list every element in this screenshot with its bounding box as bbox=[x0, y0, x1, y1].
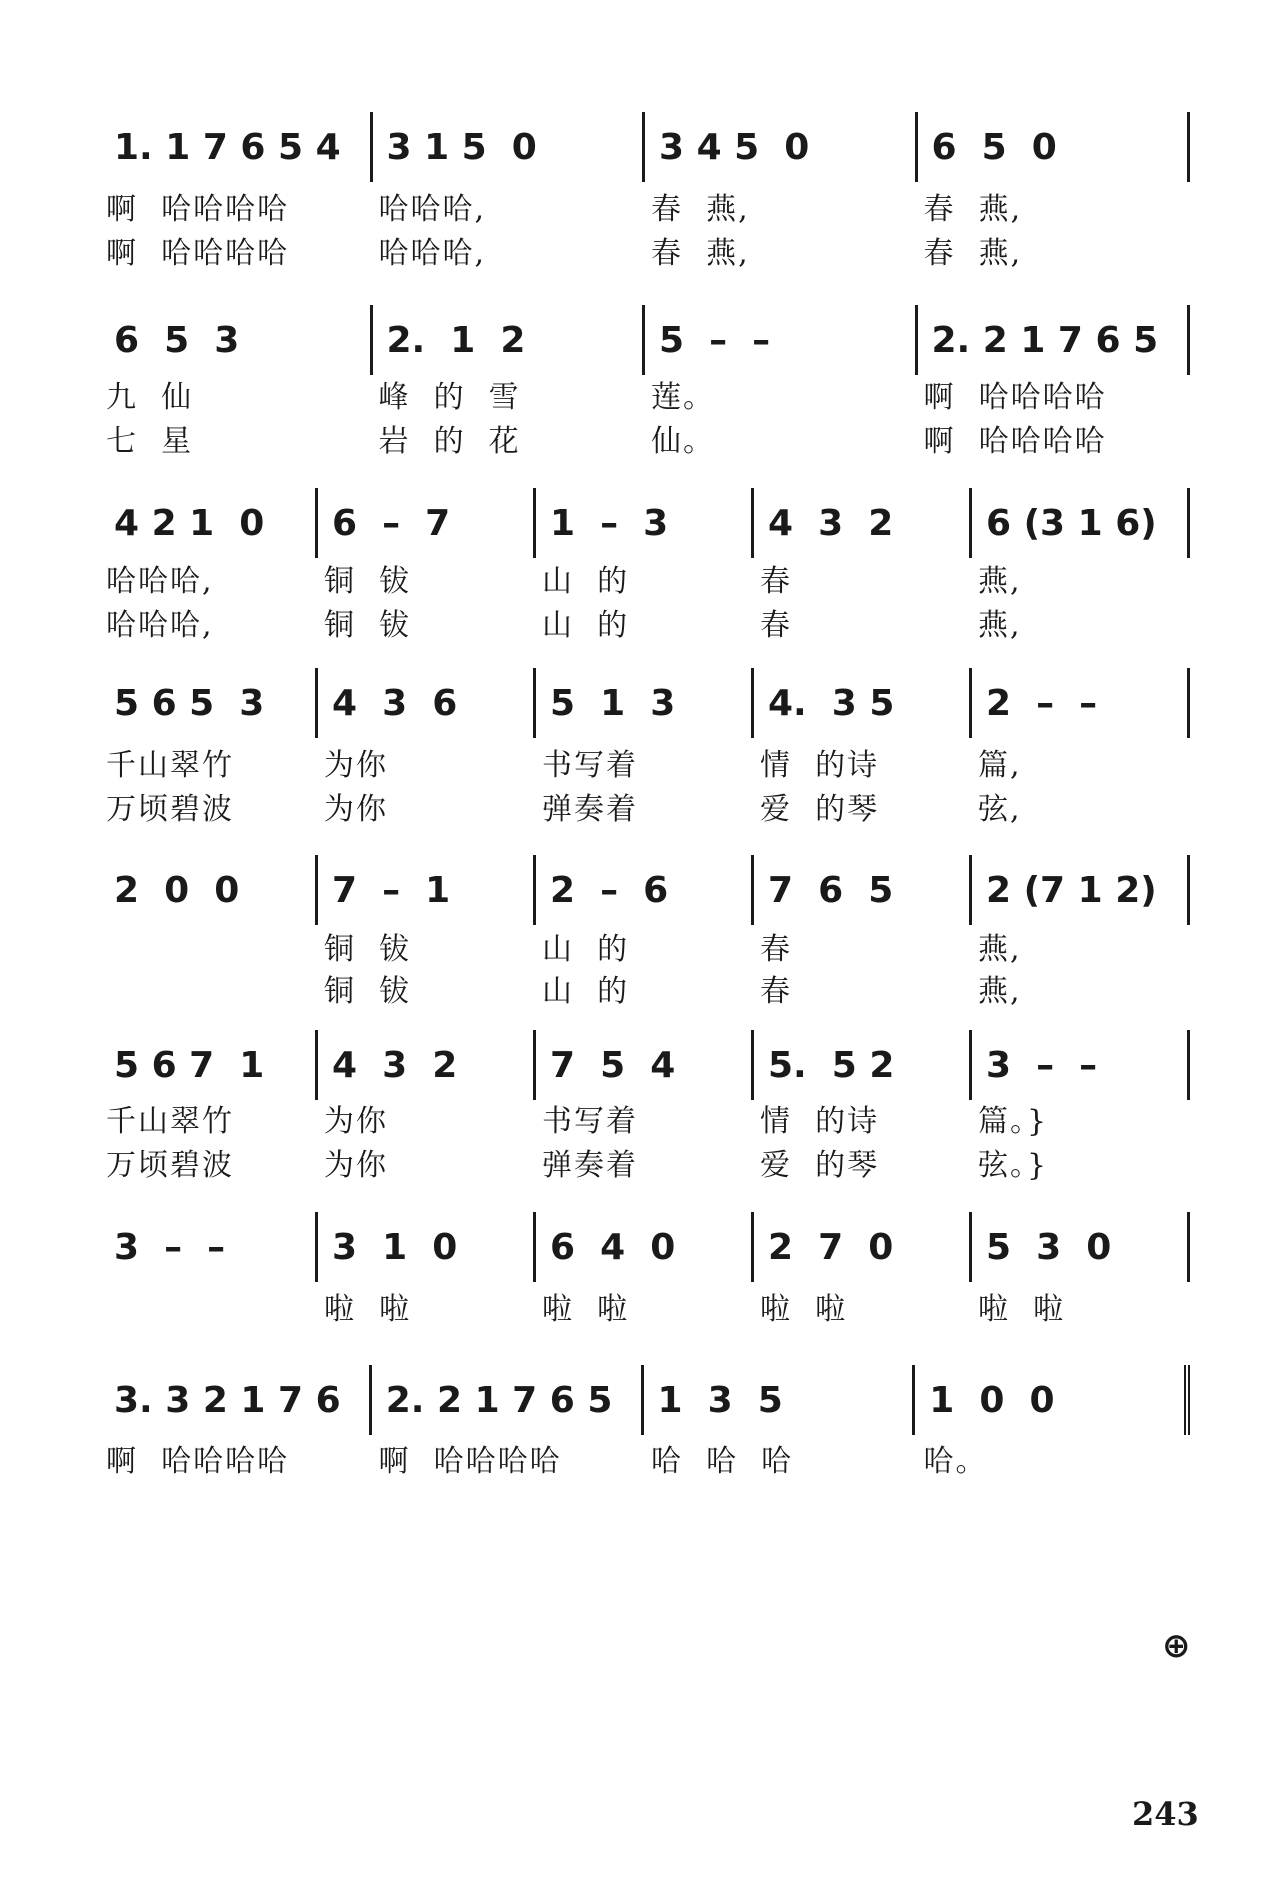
lyric-line bbox=[100, 228, 1190, 272]
lyric-line bbox=[100, 1284, 1190, 1328]
lyric-segment: 啊 哈哈哈哈 bbox=[378, 1444, 562, 1479]
measure: 4 3 6 bbox=[318, 668, 536, 738]
lyric-segment: 书写着 bbox=[542, 1104, 638, 1139]
lyric-segment: 春 燕, bbox=[651, 192, 750, 227]
lyric-segment: 燕, bbox=[978, 564, 1022, 599]
measure: 5. 5 2 bbox=[754, 1030, 972, 1100]
measure: 1 – 3 bbox=[536, 488, 754, 558]
lyric-segment: 铜 钹 bbox=[324, 564, 412, 599]
lyric-segment: 千山翠竹 bbox=[106, 1104, 234, 1139]
measure: 2 0 0 bbox=[100, 855, 318, 925]
measure: 2 (7 1 2) bbox=[972, 855, 1190, 925]
lyric-line bbox=[100, 556, 1190, 600]
lyric-segment: 哈哈哈, bbox=[106, 608, 214, 643]
lyric-segment: 篇。} bbox=[978, 1104, 1049, 1139]
lyric-segment: 春 燕, bbox=[923, 236, 1023, 271]
lyric-segment: 铜 钹 bbox=[324, 932, 412, 967]
lyric-segment: 为你 bbox=[324, 1148, 388, 1183]
lyric-line bbox=[100, 600, 1190, 644]
measure: 6 5 3 bbox=[100, 305, 373, 375]
staff-system bbox=[100, 488, 1190, 558]
lyric-segment: 啊 哈哈哈哈 bbox=[923, 380, 1107, 415]
measure: 3. 3 2 1 7 6 bbox=[100, 1365, 372, 1435]
measure: 1. 1 7 6 5 4 bbox=[100, 112, 373, 182]
lyric-segment: 啊 哈哈哈哈 bbox=[106, 236, 290, 271]
lyric-segment: 岩 的 花 bbox=[378, 424, 521, 459]
measure: 2 – 6 bbox=[536, 855, 754, 925]
measure: 3 – – bbox=[100, 1212, 318, 1282]
measure: 2 7 0 bbox=[754, 1212, 972, 1282]
lyric-segment: 啊 哈哈哈哈 bbox=[106, 192, 290, 227]
lyric-segment: 弦。} bbox=[978, 1148, 1049, 1183]
measure: 7 5 4 bbox=[536, 1030, 754, 1100]
measure: 5 6 5 3 bbox=[100, 668, 318, 738]
lyric-line bbox=[100, 966, 1190, 1010]
measure: 1 3 5 bbox=[644, 1365, 916, 1435]
staff-system bbox=[100, 1365, 1190, 1435]
measure: 3 – – bbox=[972, 1030, 1190, 1100]
lyric-segment: 春 bbox=[760, 564, 792, 599]
measure: 7 – 1 bbox=[318, 855, 536, 925]
measure: 3 1 5 0 bbox=[373, 112, 646, 182]
lyric-segment: 篇, bbox=[978, 748, 1022, 783]
lyric-segment: 九 仙 bbox=[106, 380, 194, 415]
lyric-segment: 千山翠竹 bbox=[106, 748, 234, 783]
lyric-segment: 啦 啦 bbox=[978, 1292, 1066, 1327]
measure: 3 1 0 bbox=[318, 1212, 536, 1282]
lyric-line bbox=[100, 416, 1190, 460]
measure: 4. 3 5 bbox=[754, 668, 972, 738]
coda-sign-icon: ⊕ bbox=[1162, 1626, 1191, 1666]
lyric-segment: 山 的 bbox=[542, 932, 630, 967]
lyric-segment: 哈。 bbox=[923, 1444, 988, 1479]
measure: 6 5 0 bbox=[918, 112, 1191, 182]
measure: 5 – – bbox=[645, 305, 918, 375]
lyric-segment: 哈哈哈, bbox=[378, 236, 487, 271]
lyric-segment: 莲。 bbox=[651, 380, 715, 415]
staff-system bbox=[100, 855, 1190, 925]
measure: 5 3 0 bbox=[972, 1212, 1190, 1282]
lyric-segment: 铜 钹 bbox=[324, 608, 412, 643]
lyric-segment: 爱 的琴 bbox=[760, 1148, 880, 1183]
lyric-line bbox=[100, 740, 1190, 784]
lyric-segment: 书写着 bbox=[542, 748, 638, 783]
lyric-segment: 七 星 bbox=[106, 424, 194, 459]
lyric-segment: 弹奏着 bbox=[542, 1148, 638, 1183]
lyric-segment: 燕, bbox=[978, 608, 1022, 643]
measure: 6 – 7 bbox=[318, 488, 536, 558]
lyric-segment: 啊 哈哈哈哈 bbox=[923, 424, 1107, 459]
lyric-line bbox=[100, 924, 1190, 968]
lyric-segment: 情 的诗 bbox=[760, 1104, 880, 1139]
lyric-segment: 弦, bbox=[978, 792, 1022, 827]
lyric-segment: 哈哈哈, bbox=[106, 564, 214, 599]
measure: 2. 2 1 7 6 5 bbox=[918, 305, 1191, 375]
measure: 1 0 0 bbox=[915, 1365, 1190, 1435]
staff-system bbox=[100, 1030, 1190, 1100]
lyric-segment: 为你 bbox=[324, 748, 388, 783]
lyric-segment: 哈 哈 哈 bbox=[651, 1444, 794, 1479]
lyric-segment: 哈哈哈, bbox=[378, 192, 487, 227]
measure: 4 3 2 bbox=[754, 488, 972, 558]
measure: 5 6 7 1 bbox=[100, 1030, 318, 1100]
staff-system bbox=[100, 305, 1190, 375]
lyric-line bbox=[100, 372, 1190, 416]
lyric-segment: 为你 bbox=[324, 792, 388, 827]
lyric-segment: 啦 啦 bbox=[542, 1292, 630, 1327]
measure: 6 4 0 bbox=[536, 1212, 754, 1282]
measure: 6 (3 1 6) bbox=[972, 488, 1190, 558]
lyric-segment: 爱 的琴 bbox=[760, 792, 880, 827]
lyric-segment: 峰 的 雪 bbox=[378, 380, 521, 415]
lyric-line bbox=[100, 1140, 1190, 1184]
lyric-segment: 啦 啦 bbox=[760, 1292, 848, 1327]
lyric-segment: 铜 钹 bbox=[324, 974, 412, 1009]
lyric-line bbox=[100, 1096, 1190, 1140]
measure: 2 – – bbox=[972, 668, 1190, 738]
lyric-segment: 啊 哈哈哈哈 bbox=[106, 1444, 290, 1479]
lyric-segment: 春 bbox=[760, 608, 792, 643]
page-number: 243 bbox=[1132, 1795, 1199, 1833]
lyric-segment: 春 bbox=[760, 974, 792, 1009]
measure: 4 2 1 0 bbox=[100, 488, 318, 558]
staff-system bbox=[100, 668, 1190, 738]
lyric-segment: 燕, bbox=[978, 932, 1022, 967]
measure: 5 1 3 bbox=[536, 668, 754, 738]
lyric-segment: 情 的诗 bbox=[760, 748, 880, 783]
staff-system bbox=[100, 112, 1190, 182]
lyric-segment: 弹奏着 bbox=[542, 792, 638, 827]
staff-system bbox=[100, 1212, 1190, 1282]
measure: 4 3 2 bbox=[318, 1030, 536, 1100]
measure: 2. 1 2 bbox=[373, 305, 646, 375]
lyric-line bbox=[100, 1436, 1190, 1480]
measure: 3 4 5 0 bbox=[645, 112, 918, 182]
lyric-segment: 万顷碧波 bbox=[106, 1148, 234, 1183]
measure: 7 6 5 bbox=[754, 855, 972, 925]
lyric-segment: 仙。 bbox=[651, 424, 715, 459]
lyric-line bbox=[100, 784, 1190, 828]
lyric-segment: 春 bbox=[760, 932, 792, 967]
lyric-segment: 春 燕, bbox=[651, 236, 750, 271]
lyric-line bbox=[100, 184, 1190, 228]
lyric-segment: 为你 bbox=[324, 1104, 388, 1139]
measure: 2. 2 1 7 6 5 bbox=[372, 1365, 644, 1435]
lyric-segment: 春 燕, bbox=[923, 192, 1023, 227]
lyric-segment: 山 的 bbox=[542, 564, 630, 599]
lyric-segment: 啦 啦 bbox=[324, 1292, 412, 1327]
lyric-segment: 山 的 bbox=[542, 974, 630, 1009]
lyric-segment: 燕, bbox=[978, 974, 1022, 1009]
lyric-segment: 山 的 bbox=[542, 608, 630, 643]
lyric-segment: 万顷碧波 bbox=[106, 792, 234, 827]
